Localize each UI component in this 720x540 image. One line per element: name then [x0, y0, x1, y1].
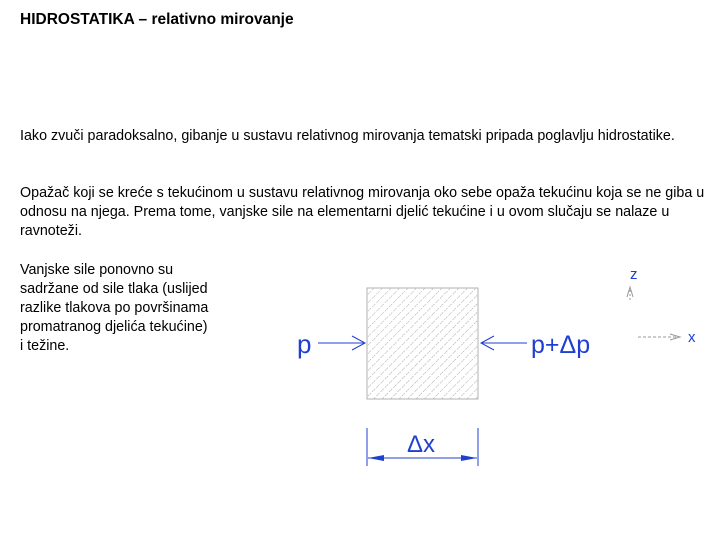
right-pressure-label: p+Δp	[531, 331, 591, 359]
forces-paragraph: Vanjske sile ponovno su sadržane od sile tlaka (uslijed razlike tlakova po površinama promatranog djelića tekućine) i težine.	[20, 262, 209, 354]
page-title: HIDROSTATIKA – relativno mirovanje	[20, 11, 294, 28]
axis-x-arrow	[638, 334, 680, 340]
width-label: Δx	[407, 431, 436, 458]
left-pressure-label: p	[297, 329, 312, 359]
axis-x-label: x	[688, 329, 696, 346]
axis-z-arrow	[627, 287, 633, 301]
axis-z-label: z	[630, 266, 638, 283]
intro-paragraph: Iako zvuči paradoksalno, gibanje u sustavu relativnog mirovanja tematski pripada poglavlju hidrostatike.	[20, 128, 675, 144]
right-pressure-arrow	[481, 336, 527, 350]
observer-paragraph: Opažač koji se kreće s tekućinom u sustavu relativnog mirovanja oko sebe opaža tekućinu koja se ne giba u odnosu na njega. Prema tome, vanjske sile na elementarni djelić tekućine i u ovom slučaju se nalaze u ravnoteži.	[20, 185, 705, 239]
left-pressure-arrow	[318, 336, 365, 350]
fluid-element-square	[367, 288, 478, 399]
